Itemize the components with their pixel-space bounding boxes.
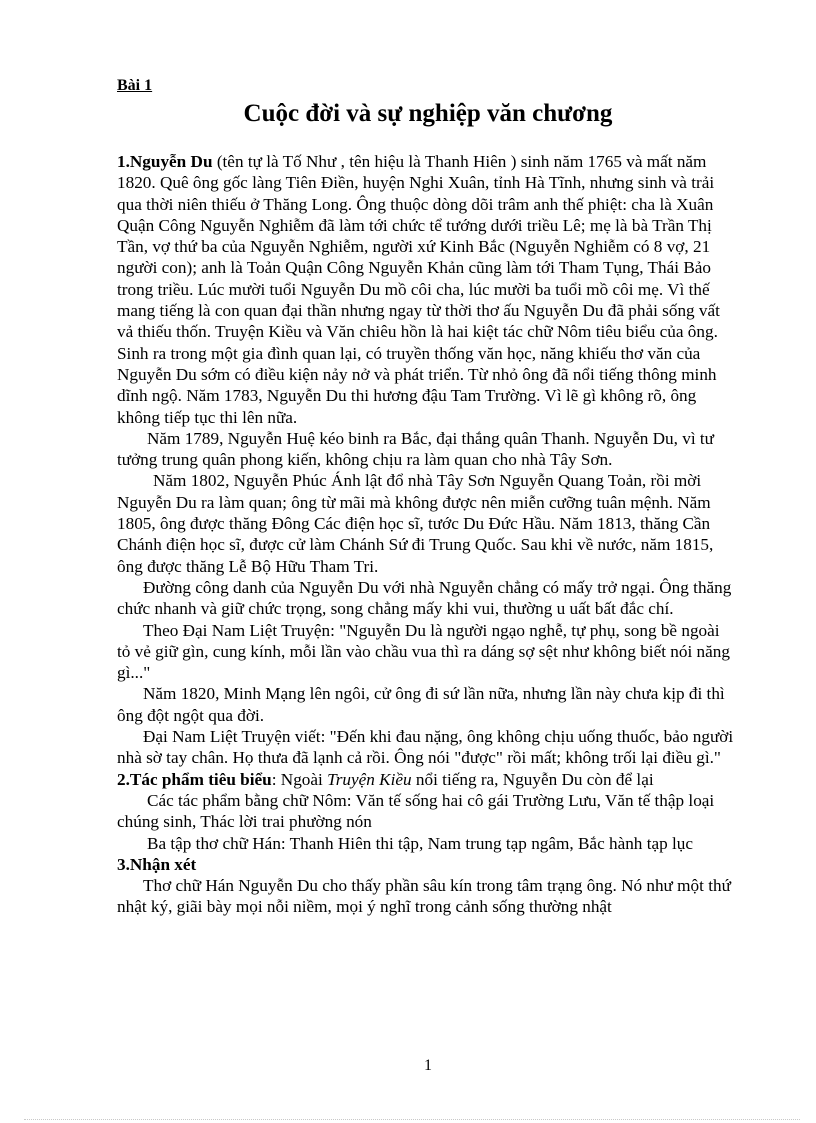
section1-paragraph-7: Năm 1820, Minh Mạng lên ngôi, cử ông đi sứ lần nữa, nhưng lần này chưa kịp đi thì ông đột ngột qua đời. [117,684,725,725]
section1-paragraph-3: Năm 1789, Nguyễn Huệ kéo binh ra Bắc, đại thắng quân Thanh. Nguyễn Du, vì tư tưởng trung quân phong kiến, không chịu ra làm quan cho nhà Tây Sơn. [117,428,714,470]
section2-nom-works: Các tác phẩm bằng chữ Nôm: Văn tế sống hai cô gái Trường Lưu, Văn tế thập loại chúng sinh, Thác lời trai phường nón [117,790,715,832]
section2-intro-before: : Ngoài [271,769,328,789]
section2-heading: 2.Tác phẩm tiêu biểu [117,769,272,789]
page-bottom-divider [24,1119,800,1120]
document-title: Cuộc đời và sự nghiệp văn chương [243,100,613,127]
section1-heading: 1.Nguyễn Du [117,152,213,171]
section3-heading: 3.Nhận xét [117,854,197,874]
section2-intro-after: nổi tiếng ra, Nguyễn Du còn để lại [411,769,654,789]
section1-paragraph-6: Theo Đại Nam Liệt Truyện: "Nguyễn Du là người ngạo nghễ, tự phụ, song bề ngoài tỏ vẻ giữ gìn, cung kính, mỗi lần vào chầu vua thì ra dáng sợ sệt như không biết nói năng gì..." [117,620,730,683]
document-body [117,151,737,918]
section1-paragraph-intro [117,151,737,343]
section1-paragraph-5: Đường công danh của Nguyễn Du với nhà Nguyễn chẳng có mấy trở ngại. Ông thăng chức nhanh và giữ chức trọng, song chẳng mấy khi vui, thường u uất bất đắc chí. [117,577,732,619]
section1-paragraph-8: Đại Nam Liệt Truyện viết: "Đến khi đau nặng, ông không chịu uống thuốc, bảo người nhà sờ tay chân. Họ thưa đã lạnh cả rồi. Ông nói "được" rồi mất; không trối lại điều gì." [117,727,734,768]
page-number: 1 [424,1057,432,1074]
section1-paragraph-4: Năm 1802, Nguyễn Phúc Ánh lật đổ nhà Tây Sơn Nguyễn Quang Toản, rồi mời Nguyễn Du ra làm quan; ông từ mãi mà không được nên miễn cưỡng tuân mệnh. Năm 1805, ông được thăng Đông Các điện học sĩ, tước Du Đức Hầu. Năm 1813, thăng Cần Chánh điện học sĩ, được cử làm Chánh Sứ đi Trung Quốc. Sau khi về nước, năm 1815, ông được thăng Lễ Bộ Hữu Tham Tri. [117,471,714,576]
section2-han-works: Ba tập thơ chữ Hán: Thanh Hiên thi tập, Nam trung tạp ngâm, Bắc hành tạp lục [147,833,693,853]
section1-intro-text: (tên tự là Tố Như , tên hiệu là Thanh Hiên ) sinh năm 1765 và mất năm 1820. Quê ông gốc làng Tiên Điền, huyện Nghi Xuân, tỉnh Hà Tĩnh, nhưng sinh và trải qua thời niên thiếu ở Thăng Long. Ông thuộc dòng dõi trâm anh thế phiệt: cha là Xuân Quận Công Nguyễn Nghiễm đã làm tới chức tể tướng dưới triều Lê; mẹ là bà Trần Thị Tần, vợ thứ ba của Nguyễn Nghiễm, người xứ Kinh Bắc (Nguyễn Nghiễm có 8 vợ, 21 người con); anh là Toản Quận Công Nguyễn Khản cũng làm tới Tham Tụng, Thái Bảo trong triều. Lúc mười tuổi Nguyễn Du mồ côi cha, lúc mười ba tuổi mồ côi mẹ. Vì thế mang tiếng là con quan đại thần nhưng ngay từ thời thơ ấu Nguyễn Du đã phải sống vất vả thiếu thốn. Truyện Kiều và Văn chiêu hồn là hai kiệt tác chữ Nôm tiêu biểu của ông. [117,152,720,342]
section3-paragraph: Thơ chữ Hán Nguyễn Du cho thấy phần sâu kín trong tâm trạng ông. Nó như một thứ nhật ký, giãi bày mọi nỗi niềm, mọi ý nghĩ trong cảnh sống thường nhật [117,876,731,917]
lesson-label: Bài 1 [117,77,153,94]
section1-paragraph-2: Sinh ra trong một gia đình quan lại, có truyền thống văn học, năng khiếu thơ văn của Nguyễn Du sớm có điều kiện nảy nở và phát triển. Từ nhỏ ông đã nổi tiếng thông minh dĩnh ngộ. Năm 1783, Nguyễn Du thi hương đậu Tam Trường. Vì lẽ gì không rõ, ông không tiếp tục thi lên nữa. [117,343,717,427]
section2-paragraph-intro [117,769,737,790]
section2-work-title: Truyện Kiều [327,769,412,789]
